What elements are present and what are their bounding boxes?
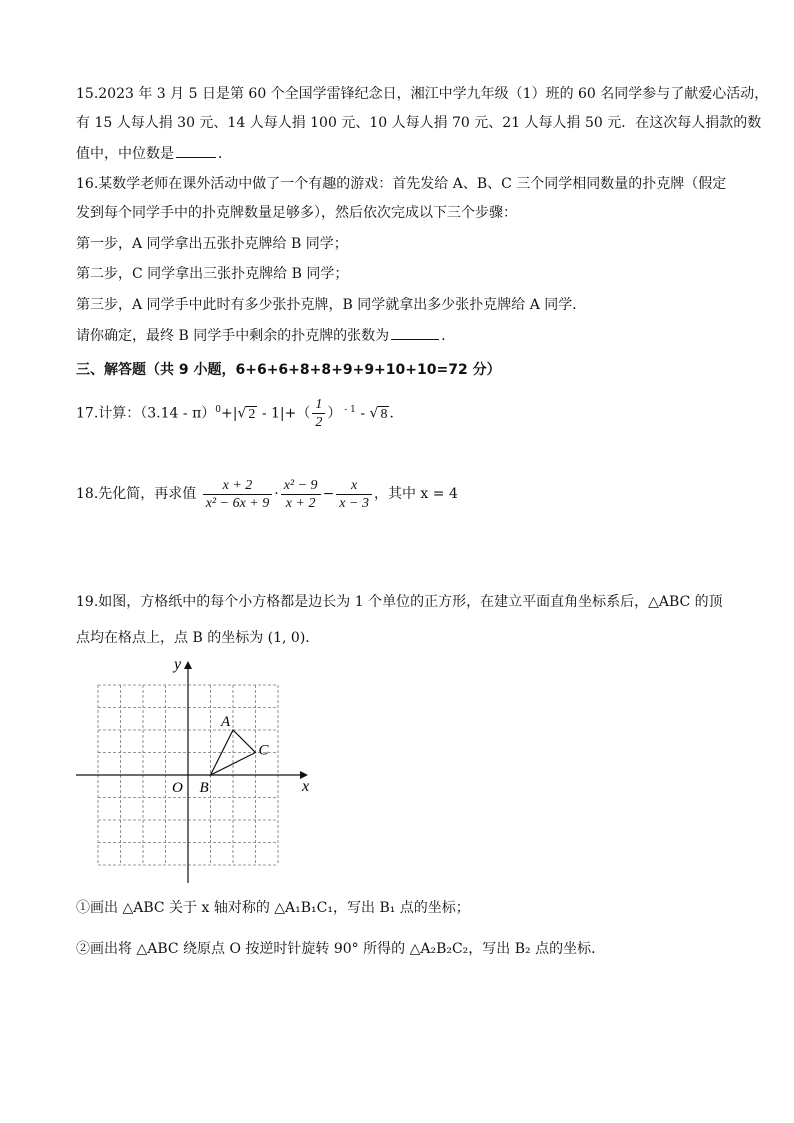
q17-minus-1: - 1|+（ — [257, 405, 311, 422]
q17-label: 17.计算：（3.14 - π） — [76, 405, 216, 422]
q19-part-1: ①画出 △ABC 关于 x 轴对称的 △A₁B₁C₁，写出 B₁ 点的坐标； — [76, 900, 470, 916]
y-axis-arrow — [184, 661, 192, 669]
q16-step-1: 第一步，A 同学拿出五张扑克牌给 B 同学； — [76, 236, 348, 252]
q17-close: ） — [327, 405, 342, 422]
q18-fraction-2 — [281, 477, 321, 512]
q17-end: ． — [389, 405, 404, 422]
q18-f2-num: x² − 9 — [281, 477, 321, 495]
q18-f1-den: x² − 6x + 9 — [205, 495, 270, 511]
coordinate-grid-figure — [70, 655, 310, 890]
q18-condition: ，其中 x = 4 — [373, 486, 458, 502]
q15-line-3-end: ． — [218, 146, 232, 162]
y-axis-label: y — [174, 656, 182, 673]
q17-sqrt-2: 2 — [248, 406, 256, 422]
q18-label: 18.先化简，再求值 — [76, 486, 197, 502]
vertex-c-label: C — [258, 742, 269, 759]
q17-exp-neg1: - 1 — [341, 404, 356, 415]
q18-fraction-1 — [203, 477, 273, 512]
q17-half-den: 2 — [315, 415, 323, 430]
q18-f1-num: x + 2 — [203, 477, 273, 495]
vertex-b-label: B — [199, 780, 209, 796]
q17-plus-abs: +| — [221, 405, 238, 422]
q16-ask — [76, 325, 455, 346]
q16-ask-text: 请你确定，最终 B 同学手中剩余的扑克牌的张数为 — [76, 328, 390, 344]
q15-line-3 — [76, 143, 232, 164]
q18-minus: − — [322, 486, 335, 502]
section-3-heading: 三、解答题（共 9 小题，6+6+6+8+8+9+9+10+10=72 分） — [76, 362, 501, 378]
origin-label: O — [172, 780, 183, 796]
q16-answer-blank[interactable] — [391, 325, 439, 340]
q15-answer-blank[interactable] — [176, 143, 216, 158]
q15-line-2: 有 15 人每人捐 30 元、14 人每人捐 100 元、10 人每人捐 70 元、21 人每人捐 50 元．在这次每人捐款的数 — [76, 115, 762, 131]
q17-exp-0: 0 — [215, 404, 222, 415]
q17-half-num: 1 — [312, 396, 325, 414]
q18-expression — [76, 474, 458, 514]
q17-sqrt-8: 8 — [380, 406, 388, 422]
q18-f3-den: x − 3 — [339, 495, 369, 511]
q18-dot: · — [274, 486, 279, 502]
vertex-a-label: A — [221, 714, 231, 730]
q17-half — [312, 396, 325, 431]
x-axis-label: x — [302, 778, 310, 795]
q16-step-2: 第二步，C 同学拿出三张扑克牌给 B 同学； — [76, 266, 349, 282]
q18-f2-den: x + 2 — [285, 495, 316, 511]
q19-line-2: 点均在格点上，点 B 的坐标为 (1, 0)． — [76, 630, 320, 646]
q19-line-1: 19.如图，方格纸中的每个小方格都是边长为 1 个单位的正方形，在建立平面直角坐标系后，△ABC 的顶 — [76, 594, 723, 610]
q17-minus: - — [355, 405, 370, 422]
q19-part-2: ②画出将 △ABC 绕原点 O 按逆时针旋转 90° 所得的 △A₂B₂C₂，写出 B₂ 点的坐标． — [76, 941, 606, 957]
q18-f3-num: x — [336, 477, 372, 495]
q16-line-2: 发到每个同学手中的扑克牌数量足够多），然后依次完成以下三个步骤： — [76, 205, 517, 221]
q16-line-1: 16.某数学老师在课外活动中做了一个有趣的游戏：首先发给 A、B、C 三个同学相同数量的扑克牌（假定 — [76, 176, 727, 192]
q16-ask-end: ． — [441, 328, 456, 344]
q18-fraction-3 — [336, 477, 372, 512]
q15-line-1: 15.2023 年 3 月 5 日是第 60 个全国学雷锋纪念日，湘江中学九年级（1）班的 60 名同学参与了献爱心活动， — [76, 86, 769, 102]
q15-line-3-text: 值中，中位数是 — [76, 146, 174, 162]
q16-step-3: 第三步，A 同学手中此时有多少张扑克牌，B 同学就拿出多少张扑克牌给 A 同学． — [76, 297, 587, 313]
q17-expression: 17.计算：（3.14 - π）$^0$+|√ 2 - 1|+（ $\frac{1}{2}$ ） $^{- 1}$ - √ 8 ． — [76, 397, 404, 430]
